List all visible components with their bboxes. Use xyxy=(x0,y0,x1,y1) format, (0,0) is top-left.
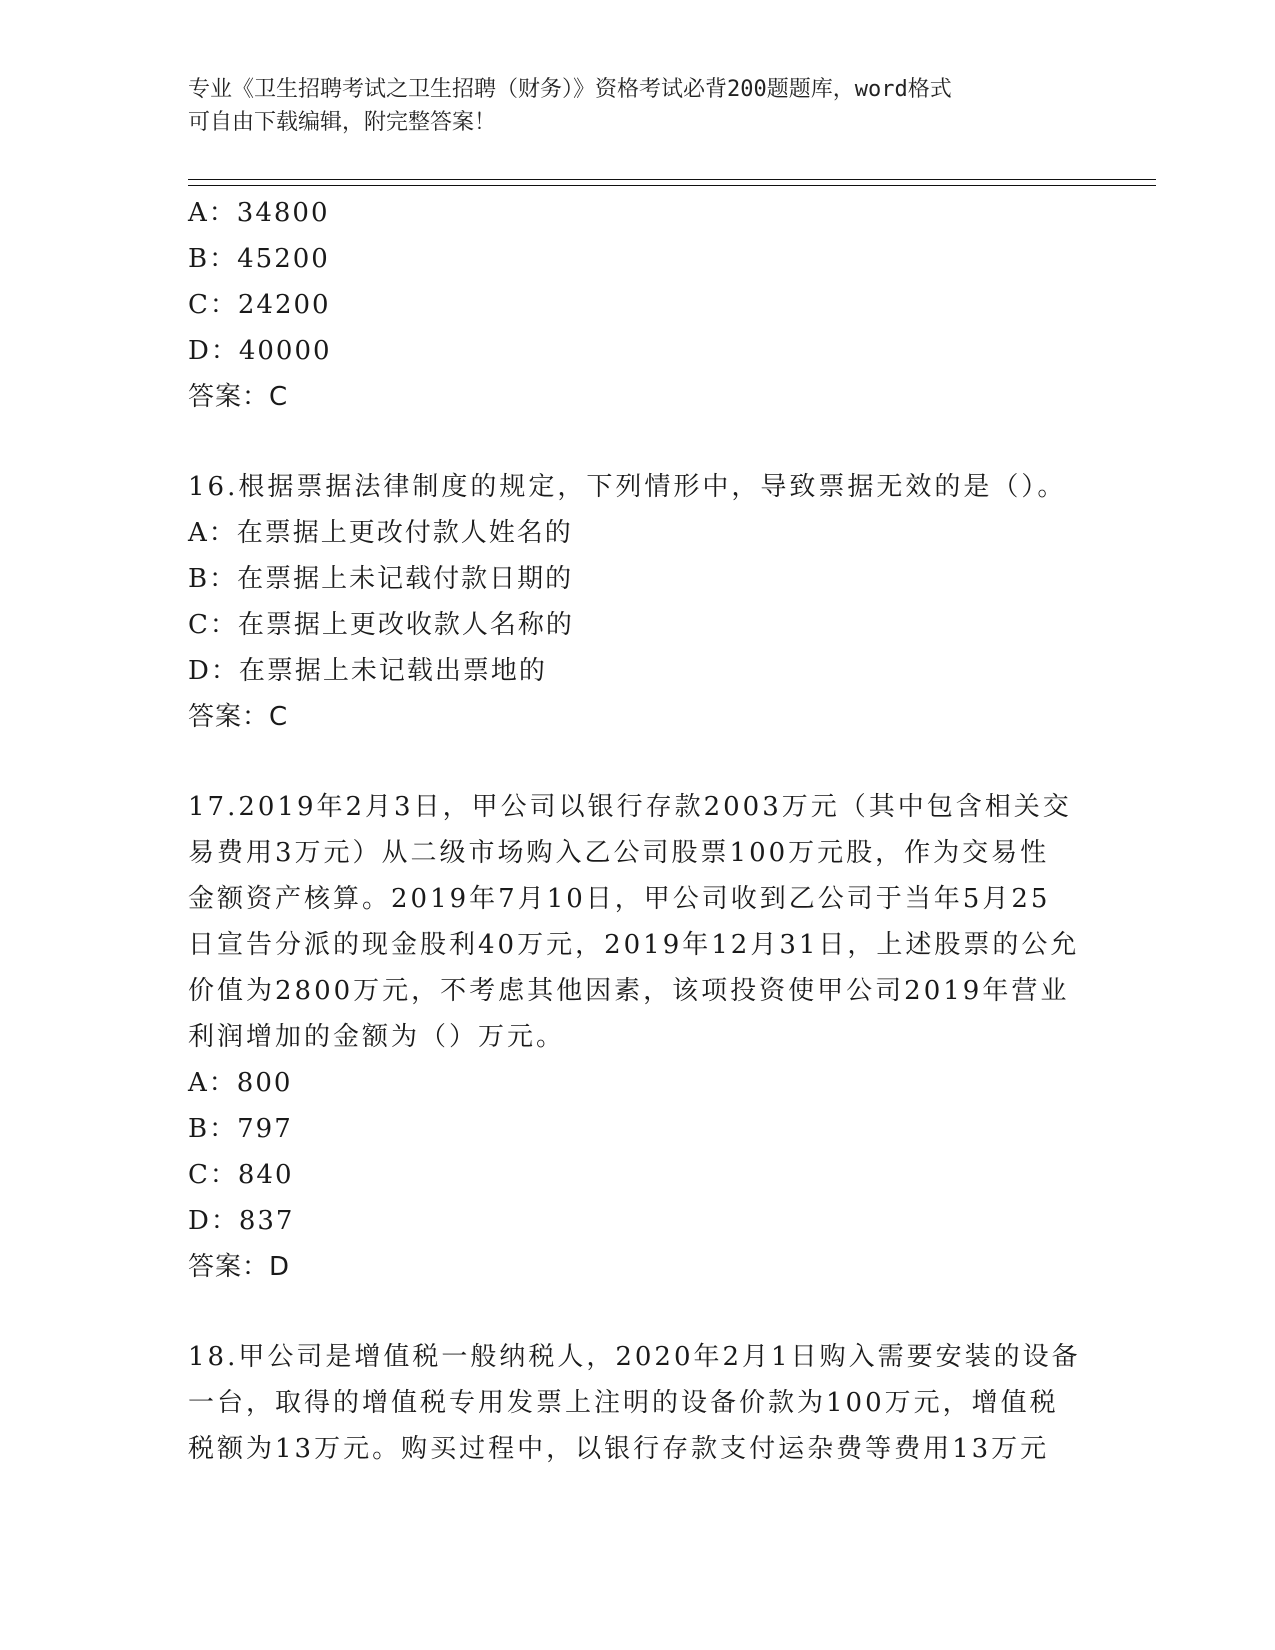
answer: 答案：D xyxy=(188,1252,291,1282)
option-a: A：在票据上更改付款人姓名的 xyxy=(188,518,573,548)
option-c: C：840 xyxy=(188,1160,294,1190)
answer: 答案：C xyxy=(188,702,289,732)
question-15 xyxy=(188,190,1088,420)
document-header xyxy=(188,73,1088,139)
option-c: C：在票据上更改收款人名称的 xyxy=(188,610,574,640)
header-rule-bottom xyxy=(188,185,1156,186)
question-text: 16.根据票据法律制度的规定，下列情形中，导致票据无效的是（）。 xyxy=(188,472,1067,502)
question-text-line: 税额为13万元。购买过程中，以银行存款支付运杂费等费用13万元 xyxy=(188,1434,1050,1464)
option-a: A：34800 xyxy=(188,198,330,228)
option-c: C：24200 xyxy=(188,290,331,320)
question-16 xyxy=(188,464,1088,740)
answer: 答案：C xyxy=(188,382,289,412)
option-b: B：797 xyxy=(188,1114,293,1144)
option-d: D：在票据上未记载出票地的 xyxy=(188,656,547,686)
option-b: B：45200 xyxy=(188,244,330,274)
question-text-line: 金额资产核算。2019年7月10日，甲公司收到乙公司于当年5月25 xyxy=(188,884,1051,914)
question-text-line: 18.甲公司是增值税一般纳税人，2020年2月1日购入需要安装的设备 xyxy=(188,1342,1081,1372)
question-text-line: 易费用3万元）从二级市场购入乙公司股票100万元股，作为交易性 xyxy=(188,838,1050,868)
question-text-line: 日宣告分派的现金股利40万元，2019年12月31日，上述股票的公允 xyxy=(188,930,1080,960)
option-d: D：837 xyxy=(188,1206,295,1236)
option-d: D：40000 xyxy=(188,336,332,366)
question-17 xyxy=(188,784,1088,1290)
header-line-2: 可自由下载编辑，附完整答案！ xyxy=(188,110,497,135)
option-a: A：800 xyxy=(188,1068,293,1098)
header-line-1: 专业《卫生招聘考试之卫生招聘（财务）》资格考试必背200题题库，word格式 xyxy=(188,77,952,102)
question-text-line: 17.2019年2月3日，甲公司以银行存款2003万元（其中包含相关交 xyxy=(188,792,1072,822)
question-18 xyxy=(188,1334,1088,1472)
option-b: B：在票据上未记载付款日期的 xyxy=(188,564,574,594)
header-rule-top xyxy=(188,179,1156,180)
question-text-line: 价值为2800万元，不考虑其他因素，该项投资使甲公司2019年营业 xyxy=(188,976,1070,1006)
question-text-line: 利润增加的金额为（）万元。 xyxy=(188,1022,566,1052)
question-text-line: 一台，取得的增值税专用发票上注明的设备价款为100万元，增值税 xyxy=(188,1388,1059,1418)
question-list xyxy=(188,190,1088,1472)
